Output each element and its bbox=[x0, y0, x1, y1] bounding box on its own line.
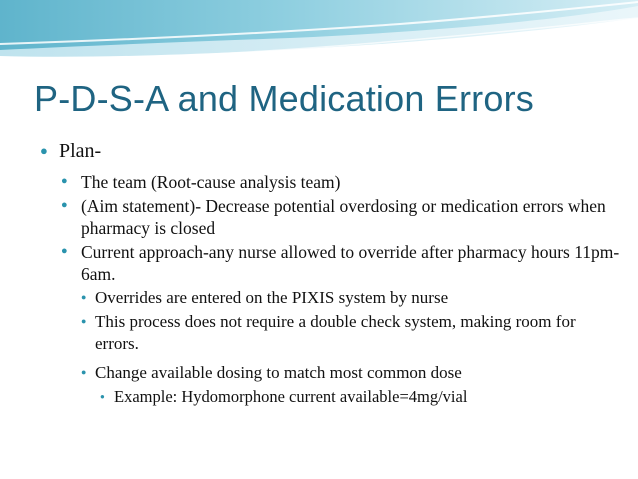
bullet-item-aim-statement bbox=[61, 195, 620, 239]
bullet-text: This process does not require a double check system, making room for errors. bbox=[95, 312, 576, 353]
slide-title: P-D-S-A and Medication Errors bbox=[34, 78, 534, 119]
bullet-text: Example: Hydomorphone current available=4mg/vial bbox=[114, 387, 468, 406]
bullet-text: Plan- bbox=[59, 140, 102, 162]
bullet-icon: ● bbox=[81, 316, 87, 326]
bullet-item-example bbox=[100, 386, 620, 408]
bullet-item-double-check bbox=[81, 311, 620, 355]
bullet-text: Current approach-any nurse allowed to override after pharmacy hours 11pm-6am. bbox=[81, 242, 620, 284]
bullet-icon: ● bbox=[61, 199, 68, 211]
bullet-text: The team (Root-cause analysis team) bbox=[81, 172, 341, 192]
bullet-text: Overrides are entered on the PIXIS system by nurse bbox=[95, 288, 449, 307]
bullet-icon: ● bbox=[40, 143, 48, 158]
slide-body bbox=[40, 140, 620, 410]
bullet-icon: ● bbox=[100, 392, 105, 401]
bullet-item-overrides bbox=[81, 287, 620, 309]
header-wave-decoration bbox=[0, 0, 638, 90]
bullet-item-plan bbox=[40, 140, 620, 162]
bullet-item-change-dosing bbox=[81, 362, 620, 384]
bullet-icon: ● bbox=[81, 367, 87, 377]
bullet-icon: ● bbox=[61, 175, 68, 187]
bullet-icon: ● bbox=[61, 245, 68, 257]
bullet-text: Change available dosing to match most common dose bbox=[95, 363, 462, 382]
bullet-item-current-approach bbox=[61, 241, 620, 285]
bullet-item-team bbox=[61, 171, 620, 193]
bullet-text: (Aim statement)- Decrease potential overdosing or medication errors when pharmacy is closed bbox=[81, 196, 606, 238]
bullet-icon: ● bbox=[81, 292, 87, 302]
